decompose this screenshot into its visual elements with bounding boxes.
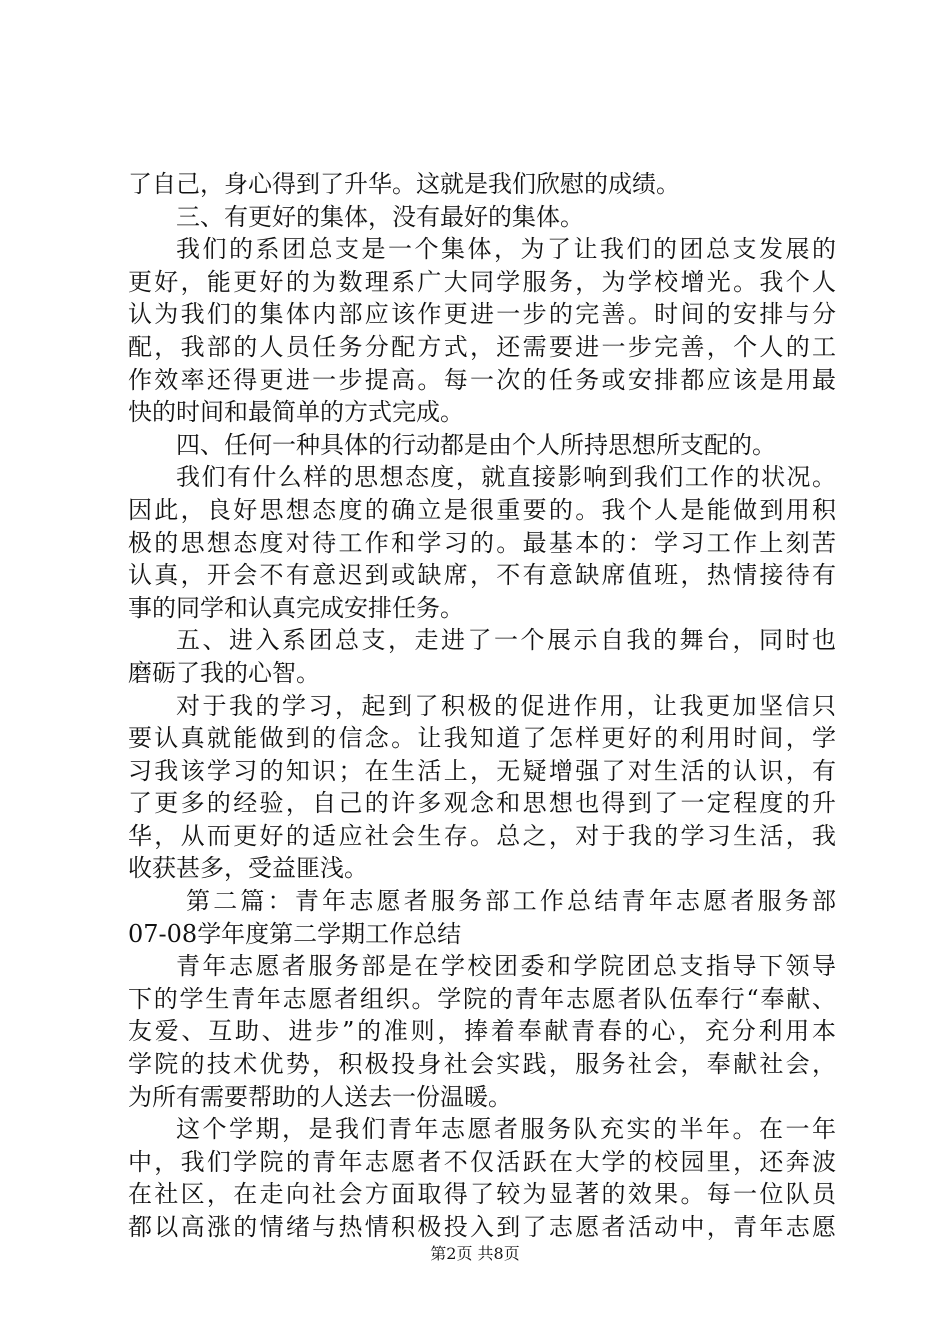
text-line: 我们有什么样的思想态度，就直接影响到我们工作的状况。: [176, 463, 836, 492]
chapter-heading: 第二篇：青年志愿者服务部工作总结青年志愿者服务部: [186, 887, 836, 916]
section-heading: 三、有更好的集体，没有最好的集体。: [176, 202, 584, 231]
text-line: 友爱、互助、进步”的准则，捧着奉献青春的心，充分利用本: [128, 1017, 836, 1046]
text-line: 要认真就能做到的信念。让我知道了怎样更好的利用时间，学: [128, 724, 836, 753]
text-line: 收获甚多，受益匪浅。: [128, 854, 368, 883]
text-line: 配，我部的人员任务分配方式，还需要进一步完善，个人的工: [128, 332, 836, 361]
text-line: 中，我们学院的青年志愿者不仅活跃在大学的校园里，还奔波: [128, 1147, 836, 1176]
text-line: 认为我们的集体内部应该作更进一步的完善。时间的安排与分: [128, 300, 836, 329]
text-line: 作效率还得更进一步提高。每一次的任务或安排都应该是用最: [128, 365, 836, 394]
text-line: 极的思想态度对待工作和学习的。最基本的：学习工作上刻苦: [128, 528, 836, 557]
text-line: 对于我的学习，起到了积极的促进作用，让我更加坚信只: [176, 691, 836, 720]
text-line: 华，从而更好的适应社会生存。总之，对于我的学习生活，我: [128, 821, 836, 850]
text-line: 快的时间和最简单的方式完成。: [128, 398, 464, 427]
chapter-heading: 07-08学年度第二学期工作总结: [128, 919, 462, 948]
text-line: 事的同学和认真完成安排任务。: [128, 593, 464, 622]
text-line: 因此，良好思想态度的确立是很重要的。我个人是能做到用积: [128, 495, 836, 524]
text-line: 了自己，身心得到了升华。这就是我们欣慰的成绩。: [128, 170, 680, 198]
text-line: 青年志愿者服务部是在学校团委和学院团总支指导下领导: [176, 952, 836, 981]
text-line: 为所有需要帮助的人送去一份温暖。: [128, 1082, 512, 1111]
text-line: 都以高涨的情绪与热情积极投入到了志愿者活动中，青年志愿: [128, 1213, 836, 1241]
text-line: 下的学生青年志愿者组织。学院的青年志愿者队伍奉行“奉献、: [128, 984, 836, 1013]
section-heading: 四、任何一种具体的行动都是由个人所持思想所支配的。: [176, 430, 776, 459]
text-line: 了更多的经验，自己的许多观念和思想也得到了一定程度的升: [128, 789, 836, 818]
text-line: 更好，能更好的为数理系广大同学服务，为学校增光。我个人: [128, 267, 836, 296]
page-number-footer: 第2页 共8页: [430, 1244, 520, 1263]
text-line: 磨砺了我的心智。: [128, 658, 320, 687]
text-line: 我们的系团总支是一个集体，为了让我们的团总支发展的: [176, 235, 836, 264]
text-line: 认真，开会不有意迟到或缺席，不有意缺席值班，热情接待有: [128, 561, 836, 590]
section-heading: 五、进入系团总支，走进了一个展示自我的舞台，同时也: [176, 626, 836, 655]
text-line: 在社区，在走向社会方面取得了较为显著的效果。每一位队员: [128, 1180, 836, 1209]
text-line: 学院的技术优势，积极投身社会实践，服务社会，奉献社会，: [128, 1050, 836, 1079]
text-line: 这个学期，是我们青年志愿者服务队充实的半年。在一年: [176, 1115, 836, 1144]
text-line: 习我该学习的知识；在生活上，无疑增强了对生活的认识，有: [128, 756, 836, 785]
document-body: [128, 168, 836, 1244]
